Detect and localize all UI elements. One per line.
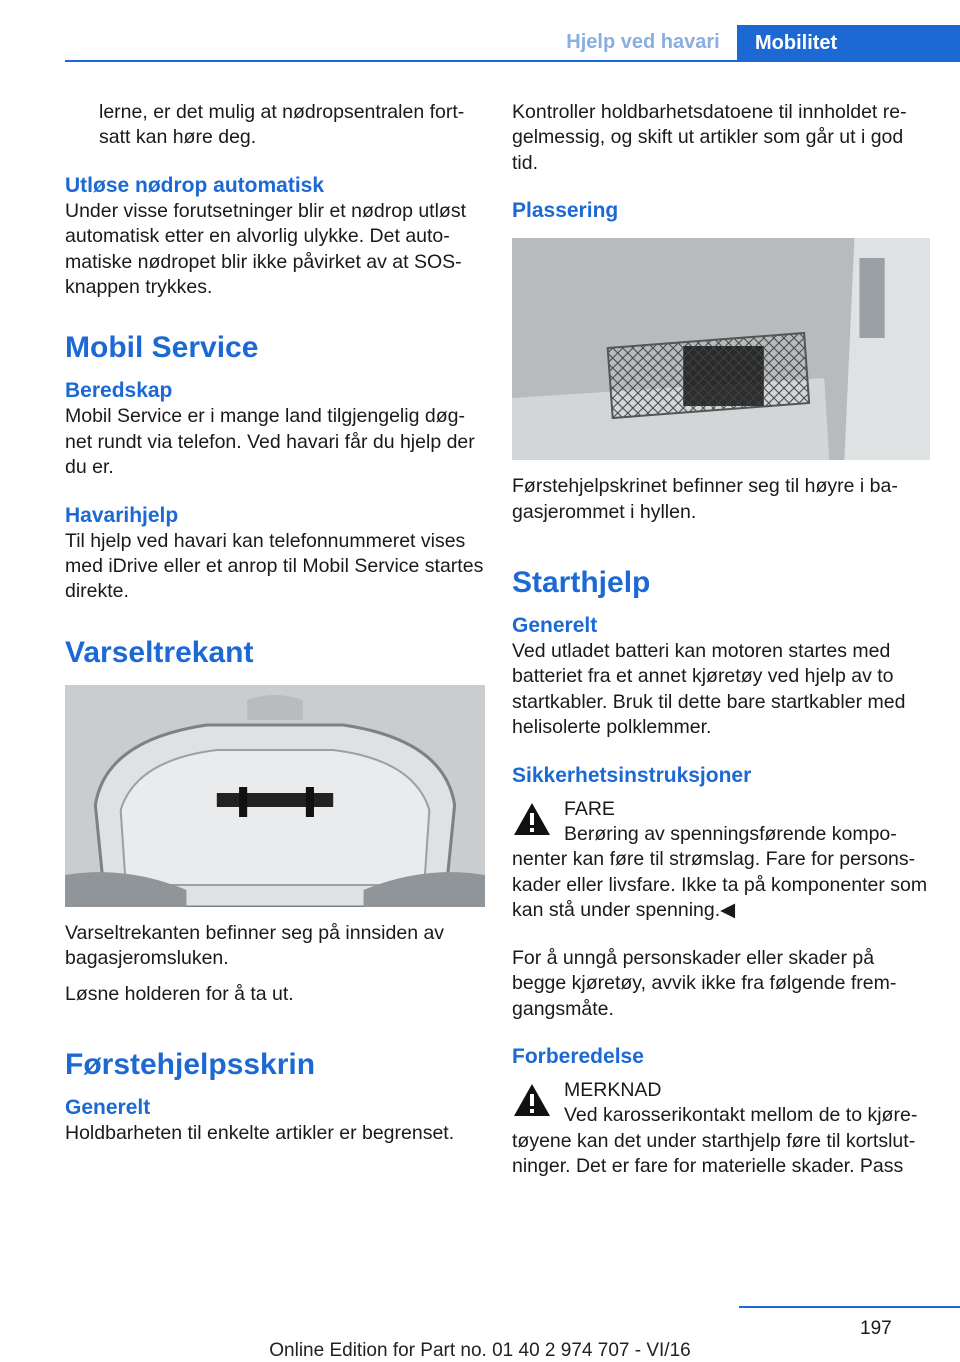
heading-sikkerhetsinstruksjoner: Sikkerhetsinstruksjoner bbox=[512, 763, 752, 787]
continued-paragraph: lerne, er det mulig at nødropsentralen fortsatt kan høre deg. bbox=[99, 101, 465, 149]
warning-merknad bbox=[512, 1078, 930, 1180]
right-column bbox=[512, 100, 930, 1180]
trunk-lid-illustration bbox=[65, 685, 485, 907]
warning-fare-body: Berøring av spenningsførende komponenter kan føre til strømslag. Fare for personskader eller livsfare. Ikke ta på komponenter som kan stå under spenning.◀ bbox=[512, 823, 928, 922]
plassering-text: Førstehjelpskrinet befinner seg til høyre i bagasjerommet i hyllen. bbox=[512, 475, 898, 523]
heading-beredskap: Beredskap bbox=[65, 379, 173, 403]
header-section-tab[interactable]: Hjelp ved havari bbox=[566, 31, 720, 53]
warning-fare-title: FARE bbox=[564, 797, 615, 820]
first-aid-net-illustration bbox=[512, 238, 930, 460]
header-chapter-tab[interactable]: Mobilitet bbox=[737, 25, 960, 62]
havarihjelp-text: Til hjelp ved havari kan telefonnummeret vises med iDrive eller et anrop til Mobil Service startes direkte. bbox=[65, 529, 484, 603]
edition-line: Online Edition for Part no. 01 40 2 974 707 - VI/16 bbox=[269, 1340, 691, 1361]
heading-havarihjelp: Havarihjelp bbox=[65, 503, 179, 527]
heading-generelt-right: Generelt bbox=[512, 614, 598, 638]
warning-fare bbox=[512, 797, 930, 924]
left-column bbox=[65, 100, 485, 1147]
warning-triangle-icon bbox=[512, 1082, 552, 1118]
page-number: 197 bbox=[860, 1318, 892, 1339]
heading-varseltrekant: Varseltrekant bbox=[65, 635, 254, 669]
heading-forberedelse: Forberedelse bbox=[512, 1044, 644, 1068]
warning-merknad-title: MERKNAD bbox=[564, 1078, 662, 1101]
generelt-left-text: Holdbarheten til enkelte artikler er begrenset. bbox=[65, 1122, 455, 1145]
warning-merknad-body: Ved karosserikontakt mellom de to kjøretøyene kan det under starthjelp føre til kortslutninger. Det er fare for materielle skader. Pass bbox=[512, 1104, 918, 1178]
heading-starthjelp: Starthjelp bbox=[512, 566, 651, 600]
heading-plassering: Plassering bbox=[512, 199, 619, 223]
warning-triangle-icon bbox=[512, 801, 552, 837]
kontroll-text: Kontroller holdbarhetsdatoene til innholdet regelmessig, og skift ut artikler som går ut i god tid. bbox=[512, 101, 907, 174]
unnga-text: For å unngå personskader eller skader på begge kjøretøy, avvik ikke fra følgende fremgangsmåte. bbox=[512, 946, 897, 1020]
varseltrekant-text-2: Løsne holderen for å ta ut. bbox=[65, 982, 294, 1005]
heading-generelt-left: Generelt bbox=[65, 1096, 151, 1120]
auto-emergency-text: Under visse forutsetninger blir et nødrop utløst automatisk etter en alvorlig ulykke. Det automatiske nødropet blir ikke påvirket av at SOS-knappen trykkes. bbox=[65, 199, 467, 299]
heading-mobil-service: Mobil Service bbox=[65, 331, 259, 365]
heading-forstehjelpsskrin: Førstehjelpsskrin bbox=[65, 1048, 316, 1082]
generelt-right-text: Ved utladet batteri kan motoren startes med batteriet fra et annet kjøretøy ved hjelp av to startkabler. Bruk til dette bare startkabler med helisolerte polklemmer. bbox=[512, 640, 906, 739]
footer-rule bbox=[739, 1306, 960, 1308]
beredskap-text: Mobil Service er i mange land tilgjengelig døgnet rundt via telefon. Ved havari får du hjelp der du er. bbox=[65, 405, 475, 479]
varseltrekant-text-1: Varseltrekanten befinner seg på innsiden av bagasjeromsluken. bbox=[65, 921, 445, 970]
heading-auto-emergency: Utløse nødrop automatisk bbox=[65, 173, 325, 197]
